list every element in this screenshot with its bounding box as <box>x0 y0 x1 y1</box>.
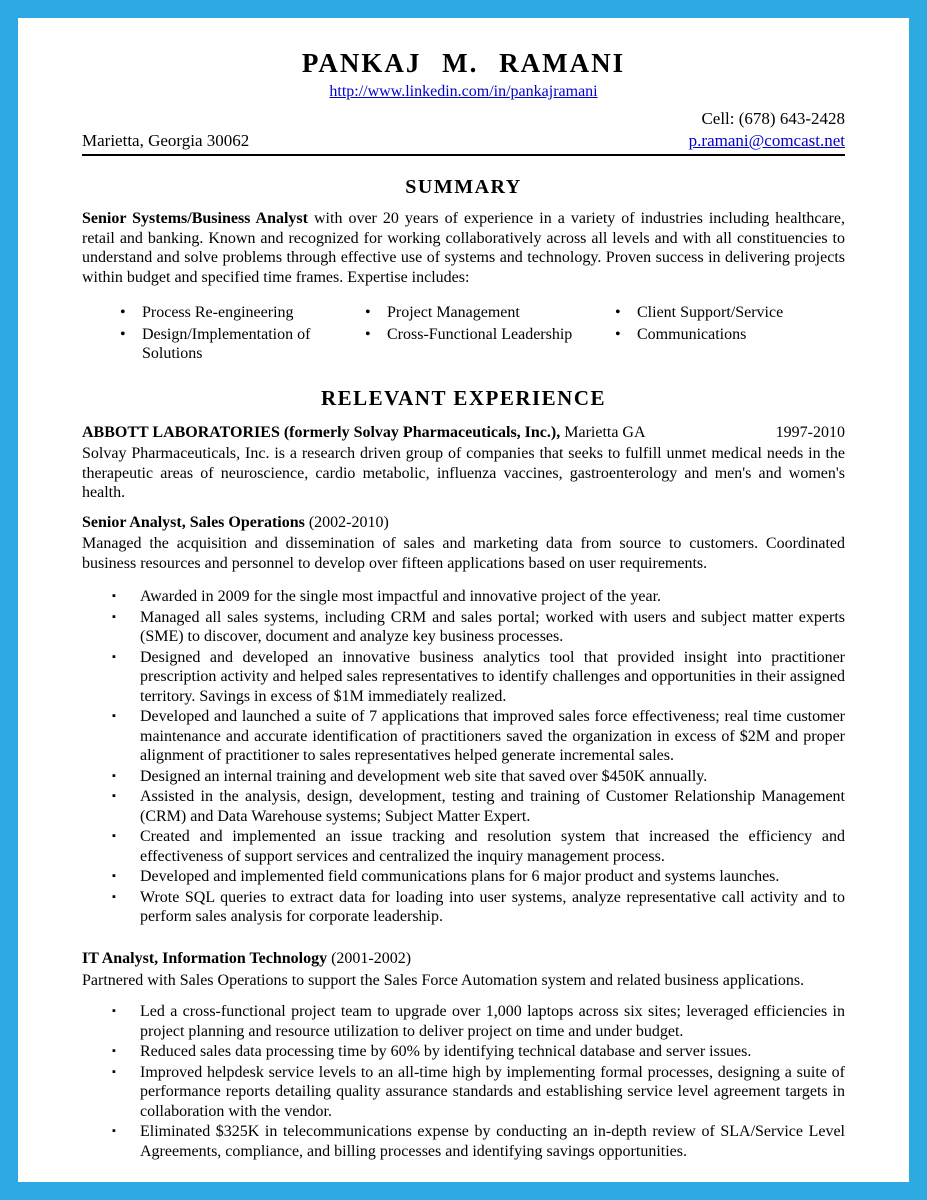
company-name-bold: ABBOTT LABORATORIES (formerly Solvay Pharmaceuticals, Inc.), <box>82 423 561 441</box>
experience-bullet <box>82 1042 845 1062</box>
round-bullet-icon: • <box>120 304 126 322</box>
expertise-text: Process Re-engineering <box>142 304 294 322</box>
round-bullet-icon: • <box>365 325 371 343</box>
job-dates: (2002-2010) <box>304 513 389 531</box>
summary-intro-bold: Senior Systems/Business Analyst <box>82 210 308 227</box>
bullet-text: Created and implemented an issue tracking and resolution system that increased the efficiency and effectiveness of support services and centralized the inquiry management process. <box>140 828 845 865</box>
experience-bullet <box>82 827 845 866</box>
job-bullet-list <box>82 587 845 927</box>
job-summary: Partnered with Sales Operations to support the Sales Force Automation system and related business applications. <box>82 971 805 989</box>
contact-row <box>82 131 845 156</box>
company-description: Solvay Pharmaceuticals, Inc. is a research driven group of companies that seeks to fulfill unmet medical needs in the therapeutic areas of neuroscience, cardio metabolic, influenza vaccines, gastroenterology and men's and women's health. <box>82 445 845 502</box>
bullet-text: Wrote SQL queries to extract data for loading into user systems, analyze representative call activity and to perform sales analysis for corporate leadership. <box>140 888 845 926</box>
bullet-text: Managed all sales systems, including CRM and sales portal; worked with users and subject matter experts (SME) to discover, document and analyze key business processes. <box>140 608 845 646</box>
experience-bullet <box>82 1002 845 1041</box>
summary-paragraph <box>82 209 845 287</box>
bullet-text: Assisted in the analysis, design, development, testing and training of Customer Relationship Management (CRM) and Data Warehouse systems; Subject Matter Expert. <box>140 788 845 825</box>
bullet-text: Eliminated $325K in telecommunications expense by conducting an in-depth review of SLA/Service Level Agreements, compliance, and billing processes and identifying savings opportunities. <box>140 1123 845 1160</box>
experience-bullet <box>82 648 845 707</box>
bullet-text: Awarded in 2009 for the single most impactful and innovative project of the year. <box>140 588 662 606</box>
linkedin-line <box>82 83 845 101</box>
job-dates: (2001-2002) <box>327 949 412 967</box>
square-bullet-icon: ▪ <box>112 1045 116 1058</box>
job-bullet-list <box>82 1002 845 1161</box>
bullet-text: Reduced sales data processing time by 60% by identifying technical database and server issues. <box>140 1043 752 1061</box>
location-text: Marietta, Georgia 30062 <box>82 131 250 150</box>
bullet-text: Improved helpdesk service levels to an all-time high by implementing formal processes, designing a suite of performance reports detailing quality assurance standards and establishing service level agreement targets in collaboration with the vendor. <box>140 1063 845 1120</box>
resume-content <box>18 18 909 1161</box>
experience-bullet <box>82 787 845 826</box>
company-row <box>82 423 845 443</box>
expertise-list <box>82 303 845 364</box>
expertise-text: Cross-Functional Leadership <box>387 325 573 343</box>
square-bullet-icon: ▪ <box>112 830 116 843</box>
square-bullet-icon: ▪ <box>112 769 116 782</box>
expertise-text: Project Management <box>387 304 520 322</box>
email-link[interactable]: p.ramani@comcast.net <box>688 131 845 150</box>
experience-bullet <box>82 608 845 647</box>
bullet-text: Developed and implemented field communications plans for 6 major product and systems launches. <box>140 868 780 886</box>
expertise-item <box>615 303 845 323</box>
bullet-text: Developed and launched a suite of 7 applications that improved sales force effectiveness; real time customer maintenance and accurate identification of practitioners saved the organization in excess of $2M and proper alignment of practitioner to sales representatives helped generate incremental sales. <box>140 708 845 765</box>
square-bullet-icon: ▪ <box>112 1005 116 1018</box>
job-title: Senior Analyst, Sales Operations <box>82 513 305 531</box>
experience-bullet <box>82 1122 845 1161</box>
expertise-text: Design/Implementation of Solutions <box>142 325 311 363</box>
job-block <box>82 949 845 1161</box>
square-bullet-icon: ▪ <box>112 650 116 663</box>
bullet-text: Designed an internal training and development web site that saved over $450K annually. <box>140 767 708 785</box>
expertise-item <box>120 303 365 323</box>
experience-bullet <box>82 587 845 607</box>
round-bullet-icon: • <box>120 325 126 343</box>
round-bullet-icon: • <box>615 325 621 343</box>
expertise-item <box>365 325 615 364</box>
expertise-item <box>615 325 845 364</box>
expertise-item <box>120 325 365 364</box>
square-bullet-icon: ▪ <box>112 870 116 883</box>
job-title: IT Analyst, Information Technology <box>82 949 328 967</box>
experience-bullet <box>82 1063 845 1122</box>
experience-bullet <box>82 767 845 787</box>
bullet-text: Designed and developed an innovative business analytics tool that provided insight into practitioner prescription activity and helped sales representatives to identify challenges and opportunities in their assigned territory. Savings in excess of $1M immediately realized. <box>140 648 845 705</box>
experience-bullet <box>82 707 845 766</box>
expertise-item <box>365 303 615 323</box>
job-title-row <box>82 949 845 969</box>
experience-bullet <box>82 867 845 887</box>
round-bullet-icon: • <box>365 304 371 322</box>
company-dates: 1997-2010 <box>775 423 845 441</box>
experience-heading: RELEVANT EXPERIENCE <box>320 385 607 410</box>
experience-bullet <box>82 888 845 927</box>
square-bullet-icon: ▪ <box>112 590 116 603</box>
company-name <box>82 423 646 443</box>
linkedin-link[interactable]: http://www.linkedin.com/in/pankajramani <box>329 83 598 100</box>
expertise-text: Communications <box>637 325 747 343</box>
square-bullet-icon: ▪ <box>112 890 116 903</box>
company-location: Marietta GA <box>560 423 646 441</box>
square-bullet-icon: ▪ <box>112 710 116 723</box>
job-title-row <box>82 513 845 533</box>
square-bullet-icon: ▪ <box>112 790 116 803</box>
round-bullet-icon: • <box>615 304 621 322</box>
bullet-text: Led a cross-functional project team to upgrade over 1,000 laptops across six sites; leveraged efficiencies in project planning and resource utilization to deliver project on time and under budget. <box>140 1003 845 1040</box>
job-summary: Managed the acquisition and dissemination of sales and marketing data from source to customers. Coordinated business resources and personnel to develop over fifteen applications based on user requirements. <box>82 535 845 572</box>
cell-phone: Cell: (678) 643-2428 <box>701 109 845 128</box>
summary-intro-rest: with over 20 years of experience in a variety of industries including healthcare, retail and banking. Known and recognized for working collaboratively across all levels and with all constituencies to understand and solve problems through effective use of systems and technology. Proven success in delivering projects within budget and specified time frames. Expertise includes: <box>82 210 846 286</box>
square-bullet-icon: ▪ <box>112 1125 116 1138</box>
square-bullet-icon: ▪ <box>112 610 116 623</box>
summary-heading: SUMMARY <box>405 176 522 198</box>
square-bullet-icon: ▪ <box>112 1065 116 1078</box>
candidate-name: PANKAJ M. RAMANI <box>301 48 626 78</box>
expertise-text: Client Support/Service <box>637 304 784 322</box>
